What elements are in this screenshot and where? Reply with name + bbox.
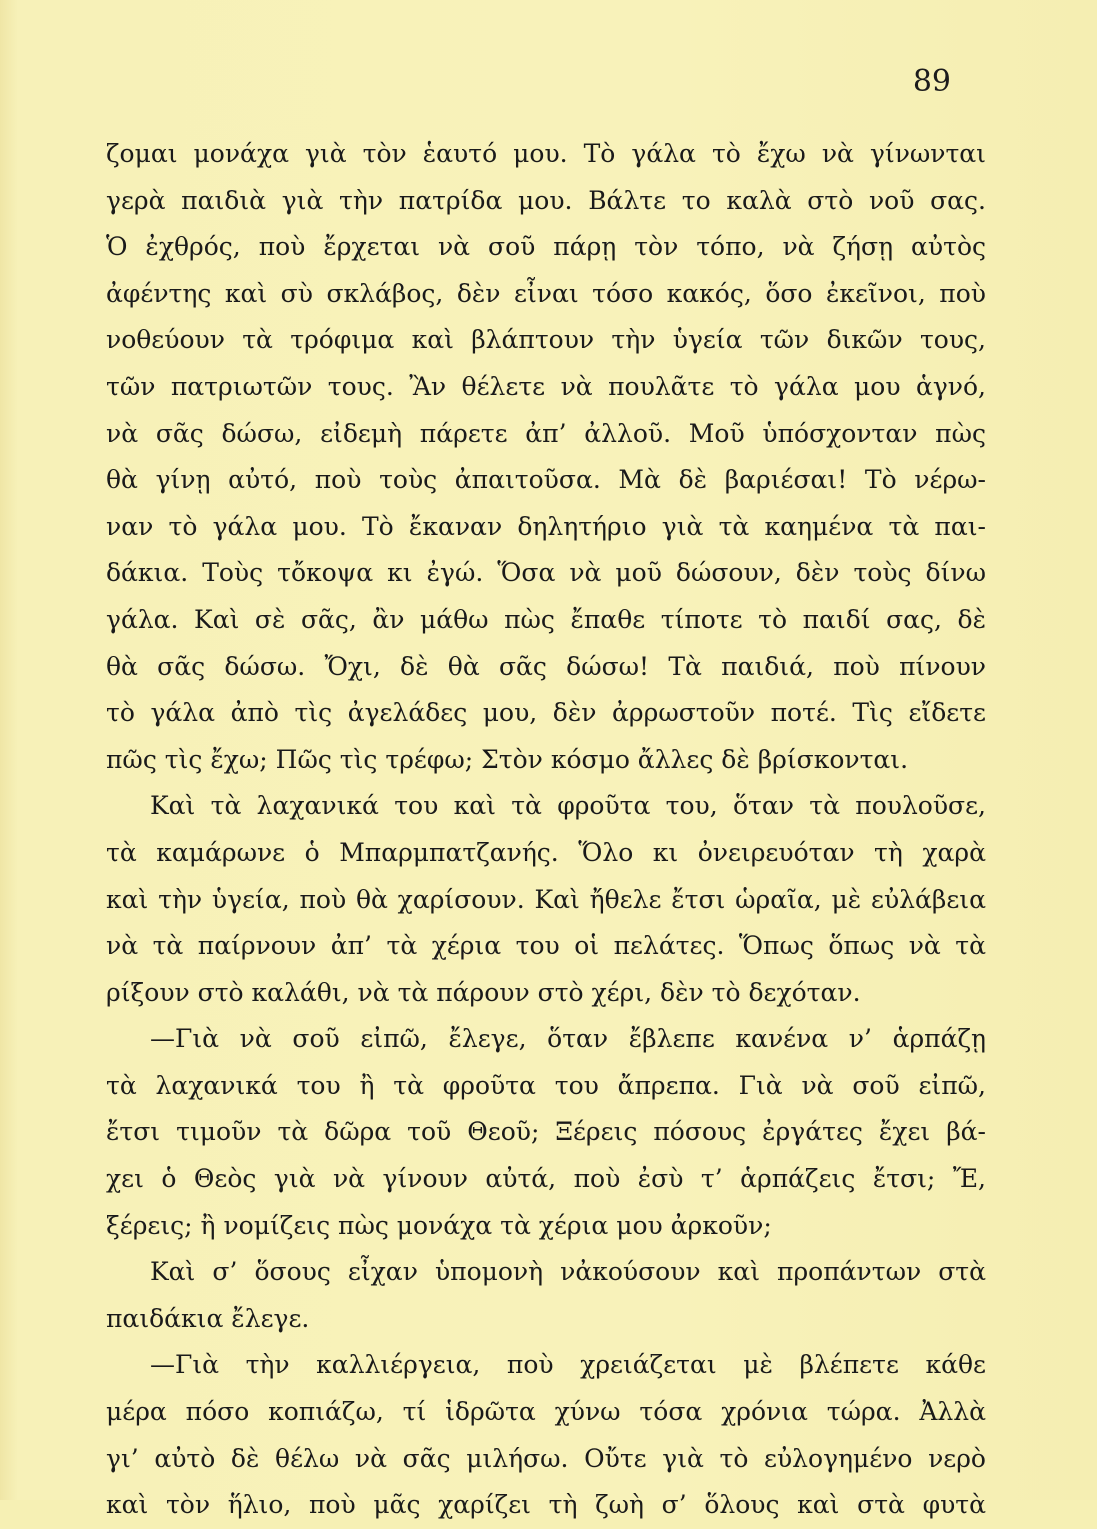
- page-number: 89: [912, 64, 951, 99]
- text-line: καὶ τὴν ὑγεία, ποὺ θὰ χαρίσουν. Καὶ ἤθελε ἔτσι ὡραῖα, μὲ εὐλάβεια: [106, 884, 986, 914]
- text-line: τὰ καμάρωνε ὁ Μπαρμπατζανής. Ὅλο κι ὀνειρευόταν τὴ χαρὰ: [106, 837, 986, 867]
- text-line: τὰ λαχανικά του ἢ τὰ φροῦτα του ἄπρεπα. Γιὰ νὰ σοῦ εἰπῶ,: [106, 1070, 986, 1100]
- text-line: ξέρεις; ἢ νομίζεις πὼς μονάχα τὰ χέρια μου ἀρκοῦν;: [106, 1210, 772, 1240]
- text-line: ζομαι μονάχα γιὰ τὸν ἑαυτό μου. Τὸ γάλα τὸ ἔχω νὰ γίνωνται: [106, 139, 986, 168]
- text-line: θὰ γίνῃ αὐτό, ποὺ τοὺς ἀπαιτοῦσα. Μὰ δὲ βαριέσαι! Τὸ νέρω-: [106, 465, 986, 495]
- body-text: [106, 131, 986, 1529]
- text-line: Καὶ σ’ ὅσους εἶχαν ὑπομονὴ νἀκούσουν καὶ προπάντων στὰ: [150, 1257, 986, 1287]
- text-line: μέρα πόσο κοπιάζω, τί ἱδρῶτα χύνω τόσα χρόνια τώρα. Ἀλλὰ: [106, 1397, 986, 1427]
- text-line: πῶς τὶς ἔχω; Πῶς τὶς τρέφω; Στὸν κόσμο ἄλλες δὲ βρίσκονται.: [106, 744, 909, 774]
- text-line: Ὁ ἐχθρός, ποὺ ἔρχεται νὰ σοῦ πάρῃ τὸν τόπο, νὰ ζήσῃ αὐτὸς: [106, 232, 986, 262]
- text-line: νὰ σᾶς δώσω, εἰδεμὴ πάρετε ἀπ’ ἀλλοῦ. Μοῦ ὑπόσχονταν πὼς: [106, 418, 986, 448]
- text-line: δάκια. Τοὺς τὄκοψα κι ἐγώ. Ὅσα νὰ μοῦ δώσουν, δὲν τοὺς δίνω: [106, 558, 986, 588]
- text-line: θὰ σᾶς δώσω. Ὄχι, δὲ θὰ σᾶς δώσω! Τὰ παιδιά, ποὺ πίνουν: [106, 651, 986, 681]
- text-line: ἔτσι τιμοῦν τὰ δῶρα τοῦ Θεοῦ; Ξέρεις πόσους ἐργάτες ἔχει βά-: [106, 1117, 986, 1147]
- text-line: ναν τὸ γάλα μου. Τὸ ἔκαναν δηλητήριο γιὰ τὰ καημένα τὰ παι-: [106, 511, 986, 541]
- text-line: Καὶ τὰ λαχανικά του καὶ τὰ φροῦτα του, ὅταν τὰ πουλοῦσε,: [150, 791, 986, 821]
- text-line: —Γιὰ νὰ σοῦ εἰπῶ, ἔλεγε, ὅταν ἔβλεπε κανένα ν’ ἁρπάζῃ: [150, 1024, 986, 1054]
- text-line: χει ὁ Θεὸς γιὰ νὰ γίνουν αὐτά, ποὺ ἐσὺ τ’ ἁρπάζεις ἔτσι; Ἔ,: [106, 1164, 986, 1194]
- text-line: —Γιὰ τὴν καλλιέργεια, ποὺ χρειάζεται μὲ βλέπετε κάθε: [150, 1350, 986, 1380]
- text-line: ἀφέντης καὶ σὺ σκλάβος, δὲν εἶναι τόσο κακός, ὅσο ἐκεῖνοι, ποὺ: [106, 278, 986, 308]
- text-line: νὰ τὰ παίρνουν ἀπ’ τὰ χέρια του οἱ πελάτες. Ὅπως ὅπως νὰ τὰ: [106, 931, 986, 961]
- text-line: γάλα. Καὶ σὲ σᾶς, ἂν μάθω πὼς ἔπαθε τίποτε τὸ παιδί σας, δὲ: [106, 604, 986, 634]
- text-line: ρίξουν στὸ καλάθι, νὰ τὰ πάρουν στὸ χέρι, δὲν τὸ δεχόταν.: [106, 977, 861, 1007]
- text-line: τὸ γάλα ἀπὸ τὶς ἀγελάδες μου, δὲν ἀρρωστοῦν ποτέ. Τὶς εἴδετε: [106, 698, 986, 728]
- text-line: καὶ τὸν ἥλιο, ποὺ μᾶς χαρίζει τὴ ζωὴ σ’ ὅλους καὶ στὰ φυτὰ: [106, 1490, 986, 1520]
- text-line: νοθεύουν τὰ τρόφιμα καὶ βλάπτουν τὴν ὑγεία τῶν δικῶν τους,: [106, 325, 986, 355]
- text-line: γερὰ παιδιὰ γιὰ τὴν πατρίδα μου. Βάλτε το καλὰ στὸ νοῦ σας.: [106, 185, 986, 215]
- text-line: γι’ αὐτὸ δὲ θέλω νὰ σᾶς μιλήσω. Οὔτε γιὰ τὸ εὐλογημένο νερὸ: [106, 1443, 986, 1473]
- text-line: παιδάκια ἔλεγε.: [106, 1303, 310, 1333]
- text-line: τῶν πατριωτῶν τους. Ἂν θέλετε νὰ πουλᾶτε τὸ γάλα μου ἁγνό,: [106, 371, 986, 401]
